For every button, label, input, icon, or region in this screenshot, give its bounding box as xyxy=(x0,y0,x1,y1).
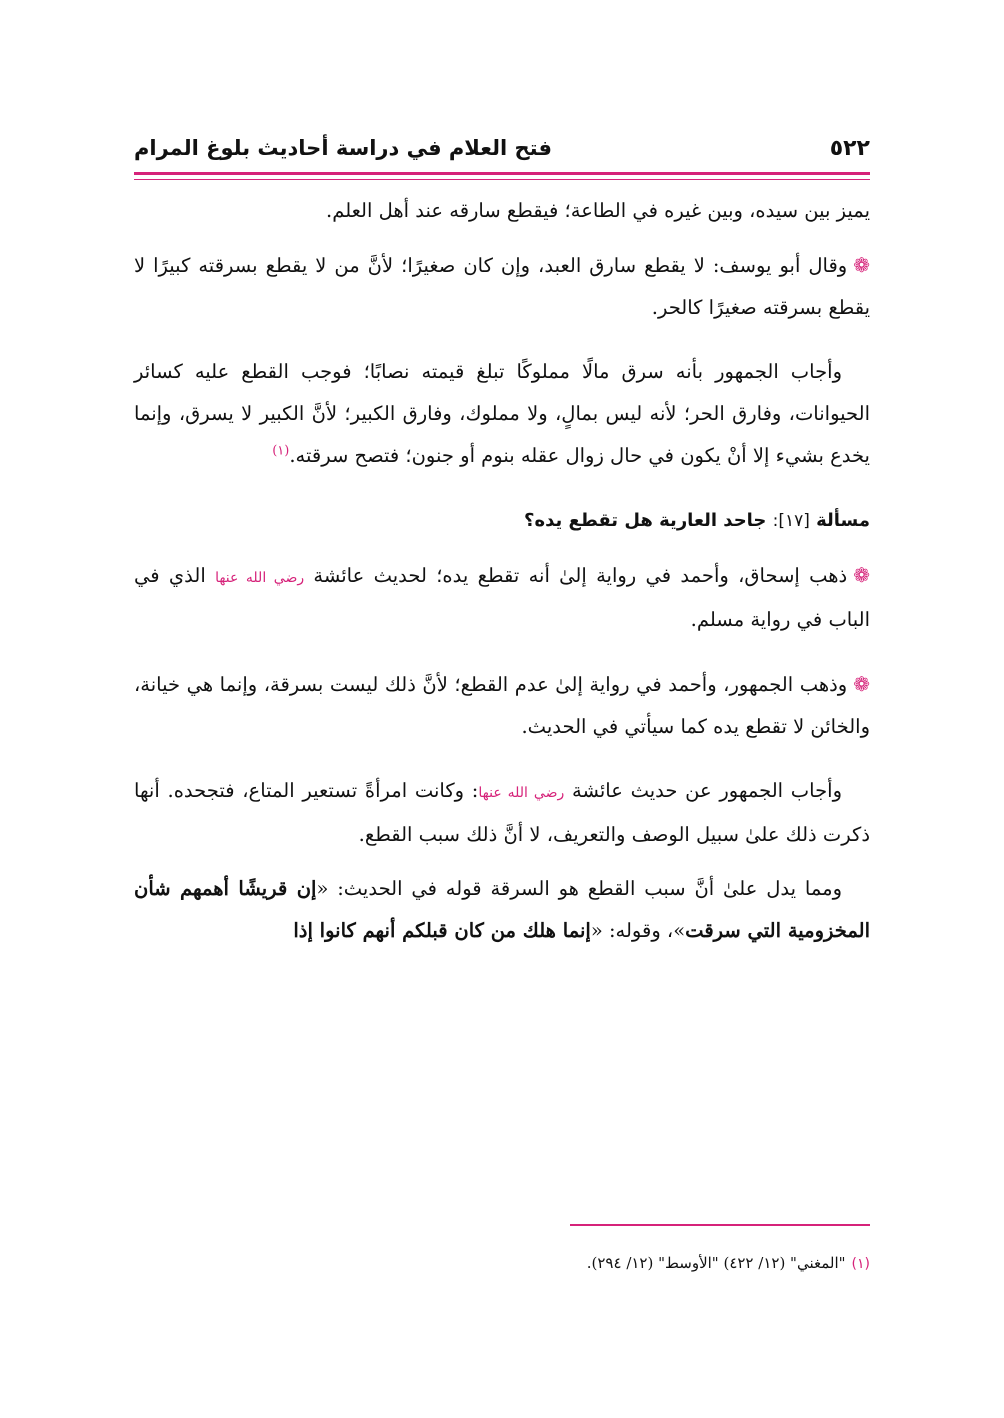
footnote-rule xyxy=(570,1224,870,1226)
page-header xyxy=(134,128,870,168)
running-title: فتح العلام في دراسة أحاديث بلوغ المرام xyxy=(134,136,552,160)
paragraph-5 xyxy=(134,663,870,748)
flower-ornament-icon: ❁ xyxy=(853,563,871,587)
footnote-reference[interactable]: (١) xyxy=(272,443,290,459)
honorific-glyph: رضي الله عنها xyxy=(215,570,305,586)
page-number: ٥٢٢ xyxy=(829,135,870,161)
header-rule-thick xyxy=(134,172,870,175)
masala-number: [١٧]: xyxy=(772,511,810,531)
paragraph-4-text-a: ذهب إسحاق، وأحمد في رواية إلىٰ أنه تقطع يده؛ لحديث عائشة xyxy=(313,564,848,587)
paragraph-6-text-a: وأجاب الجمهور عن حديث عائشة xyxy=(571,779,842,802)
paragraph-4-text-b: الذي في الباب في رواية مسلم. xyxy=(134,564,870,631)
paragraph-7-text-b: »، وقوله: « xyxy=(590,919,686,942)
hadith-quote-1: إن قريشًا أهمهم شأن المخزومية التي سرقت xyxy=(134,877,870,942)
footnote-1-number: (١) xyxy=(851,1256,870,1272)
masala-heading xyxy=(134,499,870,542)
footnote-1-text: "المغني" (١٢/ ٤٢٢) "الأوسط" (١٢/ ٢٩٤). xyxy=(586,1254,846,1272)
paragraph-3 xyxy=(134,351,870,477)
paragraph-5-text: وذهب الجمهور، وأحمد في رواية إلىٰ عدم القطع؛ لأنَّ ذلك ليست بسرقة، وإنما هي خيانة، والخائن لا تقطع يده كما سيأتي في الحديث. xyxy=(134,673,870,738)
hadith-quote-2: إنما هلك من كان قبلكم أنهم كانوا إذا xyxy=(293,919,591,942)
footnotes xyxy=(134,1250,870,1277)
main-text xyxy=(134,190,870,974)
footnote-1 xyxy=(134,1250,870,1277)
paragraph-3-text: وأجاب الجمهور بأنه سرق مالًا مملوكًا تبلغ قيمته نصابًا؛ فوجب القطع عليه كسائر الحيوانات، وفارق الحر؛ لأنه ليس بمالٍ، ولا مملوك، وفارق الكبير؛ لأنَّ الكبير لا يسرق، وإنما يخدع بشيء إلا أنْ يكون في حال زوال عقله بنوم أو جنون؛ فتصح سرقته. xyxy=(134,360,870,467)
flower-ornament-icon: ❁ xyxy=(853,672,870,696)
flower-ornament-icon: ❁ xyxy=(853,253,870,277)
paragraph-1: يميز بين سيده، وبين غيره في الطاعة؛ فيقطع سارقه عند أهل العلم. xyxy=(326,199,870,222)
paragraph-6-text-b: : وكانت امرأةً تستعير المتاع، فتجحده. أنها ذكرت ذلك علىٰ سبيل الوصف والتعريف، لا أنَّ ذلك سبب القطع. xyxy=(134,779,870,846)
paragraph-7-text-a: ومما يدل علىٰ أنَّ سبب القطع هو السرقة قوله في الحديث: « xyxy=(316,877,842,900)
paragraph-2-text: وقال أبو يوسف: لا يقطع سارق العبد، وإن كان صغيرًا؛ لأنَّ من لا يقطع بسرقته كبيرًا لا يقطع بسرقته صغيرًا كالحر. xyxy=(134,254,870,319)
masala-label: مسألة xyxy=(816,510,870,531)
honorific-glyph: رضي الله عنها xyxy=(478,785,565,801)
paragraph-7 xyxy=(134,868,870,952)
paragraph-6 xyxy=(134,770,870,856)
paragraph-4 xyxy=(134,554,870,641)
masala-title: جاحد العارية هل تقطع يده؟ xyxy=(524,510,767,531)
paragraph-2 xyxy=(134,244,870,329)
header-rule-thin xyxy=(134,179,870,180)
